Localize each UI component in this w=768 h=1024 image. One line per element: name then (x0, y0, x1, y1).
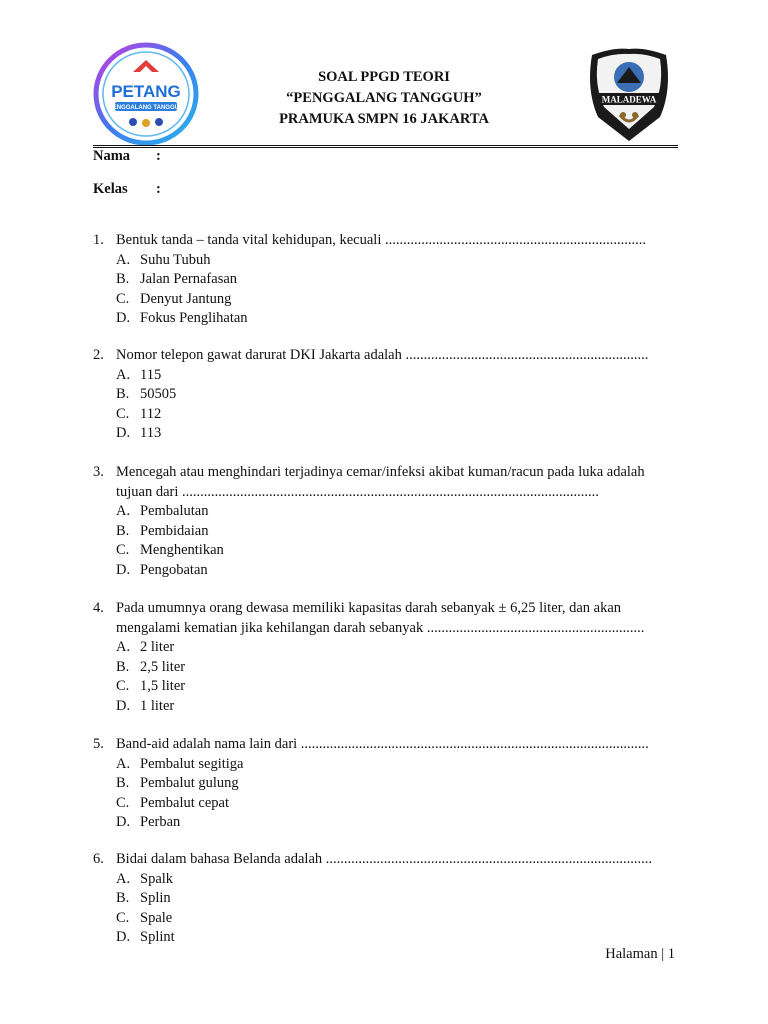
option-b: B. 50505 (116, 386, 177, 402)
question-text-line-1: Mencegah atau menghindari terjadinya cemar/infeksi akibat kuman/racun pada luka adalah (116, 464, 645, 480)
title-line-3: PRAMUKA SMPN 16 JAKARTA (279, 111, 489, 127)
option-b: B. 2,5 liter (116, 658, 186, 675)
maladewa-logo-text: MALADEWA (601, 94, 657, 105)
question-2 (93, 346, 673, 444)
option-b: B. Jalan Pernafasan (116, 271, 238, 287)
option-c: C. 112 (116, 405, 162, 422)
title-line-2: “PENGGALANG TANGGUH” (286, 90, 482, 106)
option-b: B. Pembalut gulung (116, 775, 239, 791)
option-d: D. 113 (116, 425, 162, 441)
question-4 (93, 599, 673, 716)
option-d: D. Fokus Penglihatan (116, 310, 248, 326)
option-c: C. 1,5 liter (116, 678, 186, 694)
name-label: Nama (93, 148, 131, 164)
option-d: D. Perban (116, 814, 181, 830)
question-number: 3. (93, 464, 104, 480)
question-number: 2. (93, 347, 104, 363)
header-divider (93, 145, 678, 148)
name-field (93, 147, 161, 165)
question-6 (93, 850, 673, 948)
option-a: A. Spalk (116, 870, 174, 887)
petang-logo-text: PETANG (111, 82, 181, 101)
class-label: Kelas (93, 181, 128, 197)
question-number: 5. (93, 736, 104, 752)
question-text: Bentuk tanda – tanda vital kehidupan, kecuali ........................................................................ (116, 232, 646, 248)
option-c: C. Denyut Jantung (116, 290, 232, 307)
option-d: D. 1 liter (116, 697, 175, 714)
question-text-line-2: mengalami kematian jika kehilangan darah sebanyak ............................................................ (116, 619, 645, 636)
petang-logo-subtext: PENGGALANG TANGGUH (108, 105, 184, 111)
document-title (230, 67, 538, 130)
question-number: 1. (93, 232, 104, 248)
question-3 (93, 463, 673, 580)
class-field (93, 180, 161, 198)
name-colon: : (156, 148, 161, 164)
option-b: B. Splin (116, 890, 171, 906)
title-line-1: SOAL PPGD TEORI (318, 69, 450, 85)
option-d: D. Pengobatan (116, 561, 208, 578)
option-c: C. Pembalut cepat (116, 794, 229, 811)
option-a: A. Pembalut segitiga (116, 755, 244, 772)
question-text: Bidai dalam bahasa Belanda adalah .......................................................................................... (116, 851, 653, 867)
petang-logo (93, 42, 199, 146)
option-a: A. Suhu Tubuh (116, 251, 211, 268)
option-a: A. Pembalutan (116, 503, 209, 519)
class-colon: : (156, 181, 161, 197)
question-text-line-2: tujuan dari ................................................................................................................... (116, 483, 599, 500)
question-text: Nomor telepon gawat darurat DKI Jakarta adalah ................................................................... (116, 347, 649, 363)
maladewa-logo (584, 45, 674, 145)
option-b: B. Pembidaian (116, 522, 209, 539)
question-number: 4. (93, 600, 104, 616)
option-c: C. Spale (116, 909, 173, 926)
question-1 (93, 231, 673, 329)
option-a: A. 2 liter (116, 639, 175, 655)
option-c: C. Menghentikan (116, 542, 224, 558)
page-number: Halaman | 1 (605, 946, 675, 962)
question-text: Band-aid adalah nama lain dari ................................................................................................ (116, 736, 649, 752)
question-text-line-1: Pada umumnya orang dewasa memiliki kapasitas darah sebanyak ± 6,25 liter, dan akan (116, 600, 622, 616)
option-a: A. 115 (116, 366, 162, 383)
option-d: D. Splint (116, 929, 175, 945)
question-number: 6. (93, 851, 104, 867)
question-5 (93, 735, 673, 833)
